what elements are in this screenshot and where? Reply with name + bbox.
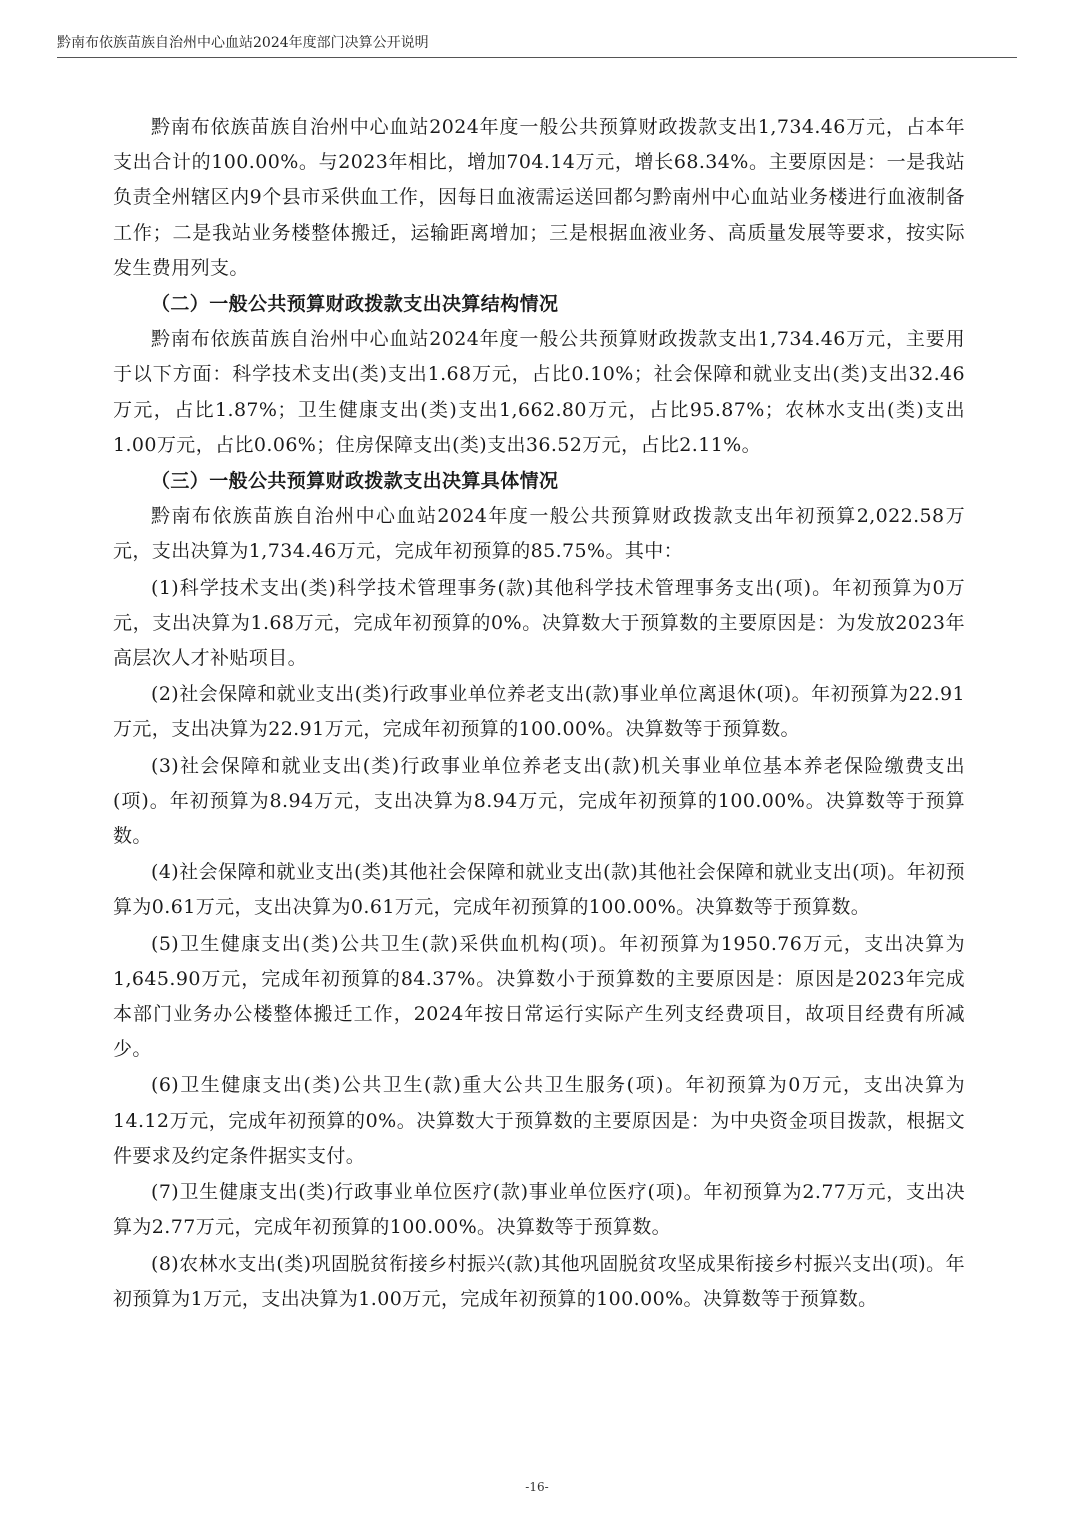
header-divider — [57, 57, 1017, 58]
paragraph-details-summary: 黔南布依族苗族自治州中心血站2024年度一般公共预算财政拨款支出年初预算2,022.58万元，支出决算为1,734.46万元，完成年初预算的85.75%。其中： — [113, 505, 965, 563]
paragraph-expenditure-overview: 黔南布依族苗族自治州中心血站2024年度一般公共预算财政拨款支出1,734.46万元，占本年支出合计的100.00%。与2023年相比，增加704.14万元，增长68.34%。主要原因是：一是我站负责全州辖区内9个县市采供血工作，因每日血液需运送回都匀黔南州中心血站业务楼进行血液制备工作；二是我站业务楼整体搬迁，运输距离增加；三是根据血液业务、高质量发展等要求，按实际发生费用列支。 — [113, 116, 965, 279]
paragraph-item-3: (3)社会保障和就业支出(类)行政事业单位养老支出(款)机关事业单位基本养老保险缴费支出(项)。年初预算为8.94万元，支出决算为8.94万元，完成年初预算的100.00%。决算数等于预算数。 — [113, 754, 965, 848]
paragraph-item-2: (2)社会保障和就业支出(类)行政事业单位养老支出(款)事业单位离退休(项)。年初预算为22.91万元，支出决算为22.91万元，完成年初预算的100.00%。决算数等于预算数。 — [113, 683, 965, 741]
paragraph-item-1: (1)科学技术支出(类)科学技术管理事务(款)其他科学技术管理事务支出(项)。年初预算为0万元，支出决算为1.68万元，完成年初预算的0%。决算数大于预算数的主要原因是：为发放2023年高层次人才补贴项目。 — [113, 576, 965, 670]
paragraph-item-6: (6)卫生健康支出(类)公共卫生(款)重大公共卫生服务(项)。年初预算为0万元，支出决算为14.12万元，完成年初预算的0%。决算数大于预算数的主要原因是：为中央资金项目拨款，根据文件要求及约定条件据实支付。 — [113, 1074, 965, 1167]
paragraph-item-8: (8)农林水支出(类)巩固脱贫衔接乡村振兴(款)其他巩固脱贫攻坚成果衔接乡村振兴支出(项)。年初预算为1万元，支出决算为1.00万元，完成年初预算的100.00%。决算数等于预算数。 — [113, 1252, 965, 1310]
paragraph-item-4: (4)社会保障和就业支出(类)其他社会保障和就业支出(款)其他社会保障和就业支出(项)。年初预算为0.61万元，支出决算为0.61万元，完成年初预算的100.00%。决算数等于预算数。 — [113, 861, 965, 919]
running-header: 黔南布依族苗族自治州中心血站2024年度部门决算公开说明 — [57, 35, 429, 51]
paragraph-item-7: (7)卫生健康支出(类)行政事业单位医疗(款)事业单位医疗(项)。年初预算为2.77万元，支出决算为2.77万元，完成年初预算的100.00%。决算数等于预算数。 — [113, 1181, 965, 1239]
section-heading-structure: （二）一般公共预算财政拨款支出决算结构情况 — [151, 293, 559, 316]
page-number: -16- — [525, 1480, 549, 1494]
paragraph-item-5: (5)卫生健康支出(类)公共卫生(款)采供血机构(项)。年初预算为1950.76万元，支出决算为1,645.90万元，完成年初预算的84.37%。决算数小于预算数的主要原因是：原因是2023年完成本部门业务办公楼整体搬迁工作，2024年按日常运行实际产生列支经费项目，故项目经费有所减少。 — [113, 932, 965, 1061]
paragraph-expenditure-structure: 黔南布依族苗族自治州中心血站2024年度一般公共预算财政拨款支出1,734.46万元，主要用于以下方面：科学技术支出(类)支出1.68万元，占比0.10%；社会保障和就业支出(类)支出32.46万元，占比1.87%；卫生健康支出(类)支出1,662.80万元，占比95.87%；农林水支出(类)支出1.00万元，占比0.06%；住房保障支出(类)支出36.52万元，占比2.11%。 — [113, 328, 965, 456]
section-heading-details: （三）一般公共预算财政拨款支出决算具体情况 — [151, 470, 559, 493]
body-content — [113, 110, 965, 1318]
